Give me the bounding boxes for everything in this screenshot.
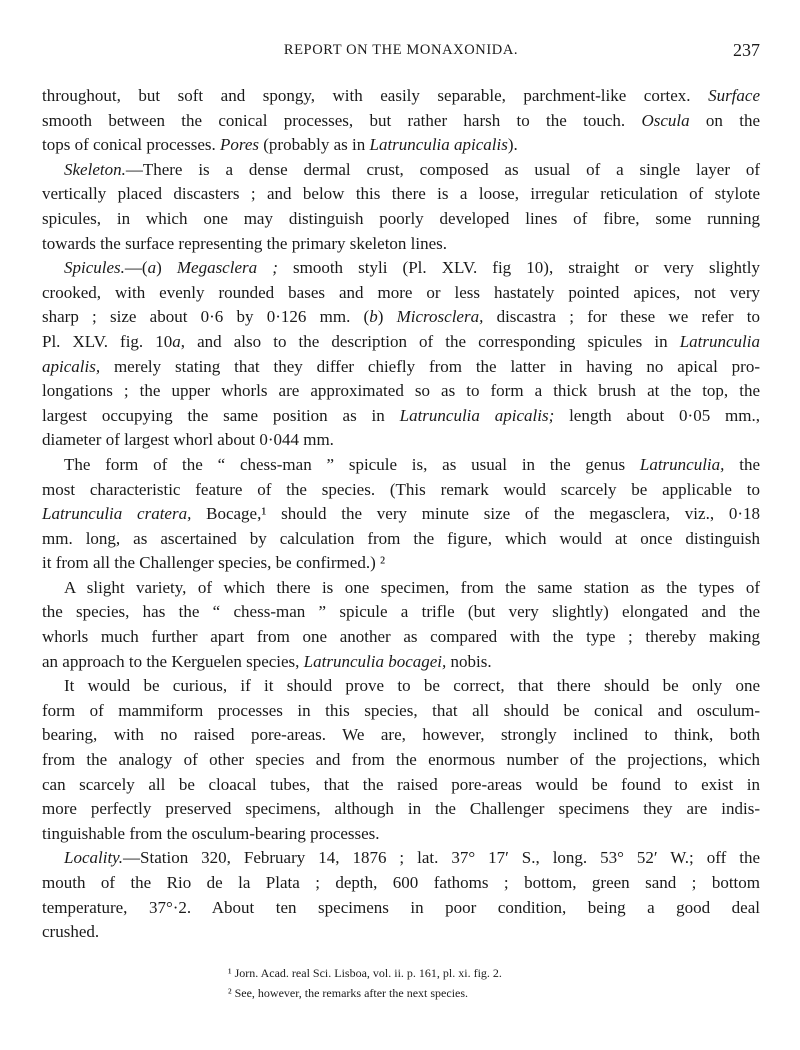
italic-text: apicalis, [42, 356, 101, 376]
text-line [42, 330, 760, 355]
italic-text: Latrunculia apicalis; [399, 405, 555, 425]
text-run: the species, has the “ chess-man ” spicule a trifle (but very slightly) elongated and the [42, 602, 760, 622]
italic-text: Latrunculia apicalis [369, 135, 508, 155]
text-run: ) [156, 258, 177, 278]
italic-text: a [172, 331, 181, 351]
text-run: from the analogy of other species and from the enormous number of the projections, which [42, 750, 760, 770]
text-run: , and also to the description of the corresponding spicules in [180, 331, 680, 351]
text-line [42, 674, 760, 699]
text-run: whorls much further apart from one another as compared with the type ; thereby making [42, 627, 760, 647]
text-line [42, 650, 760, 675]
text-run: temperature, 37°·2. About ten specimens in poor condition, being a good deal [42, 897, 760, 917]
text-line [42, 256, 760, 281]
italic-text: Latrunculia bocagei, [303, 651, 447, 671]
text-run: nobis. [446, 651, 492, 671]
text-run: merely stating that they differ chiefly from the latter in having no apical pro- [100, 356, 760, 376]
italic-text: Skeleton. [64, 159, 126, 179]
page-header [42, 40, 760, 64]
text-run: can scarcely all be cloacal tubes, that the raised pore-areas would be found to exist in [42, 774, 760, 794]
footnotes [228, 963, 502, 1003]
text-line [42, 84, 760, 109]
italic-text: Latrunculia [679, 331, 760, 351]
italic-text: Pores [219, 135, 260, 155]
text-run: on the [689, 110, 760, 130]
text-line [42, 502, 760, 527]
text-run: crushed. [42, 922, 100, 942]
italic-text: Spicules. [64, 258, 125, 278]
text-run: ). [507, 135, 518, 155]
running-title: REPORT ON THE MONAXONIDA. [283, 42, 519, 58]
text-run: (probably as in [259, 135, 370, 155]
text-line [42, 404, 760, 429]
text-run: most characteristic feature of the species. (This remark would scarcely be applicable to [42, 479, 760, 499]
italic-text: Microsclera, [396, 307, 484, 327]
text-run: tinguishable from the osculum-bearing processes. [42, 823, 380, 843]
text-line [42, 773, 760, 798]
text-run: an approach to the Kerguelen species, [42, 651, 304, 671]
italic-text: Latrunculia cratera, [42, 504, 192, 524]
text-line [42, 871, 760, 896]
text-run: mouth of the Rio de la Plata ; depth, 600 fathoms ; bottom, green sand ; bottom [42, 873, 760, 892]
text-run: crooked, with evenly rounded bases and more or less hastately pointed apices, not very [42, 282, 760, 302]
text-line [42, 281, 760, 306]
text-line [42, 305, 760, 330]
text-run: length about 0·05 mm., [554, 405, 760, 425]
text-run: smooth between the conical processes, but rather harsh to the touch. [42, 110, 642, 130]
text-run: diameter of largest whorl about 0·044 mm. [42, 430, 334, 450]
text-line [42, 133, 760, 158]
text-run: form of mammiform processes in this species, that all should be conical and osculum- [42, 700, 760, 720]
italic-text: Locality. [64, 848, 124, 868]
italic-text: a [147, 258, 157, 278]
text-run: it from all the Challenger species, be confirmed.) ² [42, 553, 386, 573]
text-run: —There is a dense dermal crust, composed as usual of a single layer of [125, 159, 760, 179]
page-number: 237 [733, 40, 760, 60]
text-line [42, 453, 760, 478]
text-run: throughout, but soft and spongy, with easily separable, parchment-like cortex. [42, 86, 709, 105]
text-run: —Station 320, February 14, 1876 ; lat. 37° 17′ S., long. 53° 52′ W.; off the [123, 848, 760, 868]
text-line [42, 158, 760, 183]
text-line [42, 822, 760, 847]
body-text [42, 84, 760, 945]
text-line [42, 379, 760, 404]
text-run: The form of the “ chess-man ” spicule is, as usual in the genus [64, 454, 640, 474]
italic-text: Surface [708, 86, 760, 105]
italic-text: b [369, 307, 378, 327]
text-run: Bocage,¹ should the very minute size of the megasclera, viz., 0·18 [191, 504, 760, 524]
text-run: —( [124, 258, 148, 278]
text-run: spicules, in which one may distinguish poorly developed lines of fibre, some running [42, 208, 760, 228]
text-line [42, 478, 760, 503]
footnote-2: ² See, however, the remarks after the next species. [228, 986, 469, 1000]
italic-text: Oscula [641, 110, 690, 130]
text-line [42, 551, 760, 576]
text-line [42, 920, 760, 945]
italic-text: Latrunculia, [639, 454, 725, 474]
text-run: ) [377, 307, 397, 327]
text-run: tops of conical processes. [42, 135, 220, 155]
text-run: sharp ; size about 0·6 by 0·126 mm. ( [42, 307, 370, 327]
text-run: longations ; the upper whorls are approximated so as to form a thick brush at the top, the [42, 381, 760, 401]
text-run: Pl. XLV. fig. 10 [42, 331, 173, 351]
text-line [42, 797, 760, 822]
text-line [42, 527, 760, 552]
text-line [42, 699, 760, 724]
text-run: more perfectly preserved specimens, although in the Challenger specimens they are indis- [42, 799, 760, 819]
text-line [42, 846, 760, 871]
text-line [42, 600, 760, 625]
text-run: smooth styli (Pl. XLV. fig 10), straight or very slightly [277, 258, 760, 278]
text-run: towards the surface representing the primary skeleton lines. [42, 233, 448, 253]
text-run: vertically placed discasters ; and below this there is a loose, irregular reticulation of stylote [42, 184, 760, 204]
text-run: discastra ; for these we refer to [483, 307, 760, 327]
text-run: A slight variety, of which there is one specimen, from the same station as the types of [64, 577, 760, 597]
text-run: largest occupying the same position as in [42, 405, 400, 425]
footnote-1: ¹ Jorn. Acad. real Sci. Lisboa, vol. ii. p. 161, pl. xi. fig. 2. [228, 966, 502, 980]
text-line [42, 896, 760, 921]
text-line [42, 723, 760, 748]
text-line [42, 428, 760, 453]
text-line [42, 355, 760, 380]
text-line [42, 207, 760, 232]
text-line [42, 182, 760, 207]
text-run: It would be curious, if it should prove to be correct, that there should be only one [64, 676, 760, 696]
text-line [42, 576, 760, 601]
text-run: mm. long, as ascertained by calculation from the figure, which would at once distinguish [42, 528, 760, 548]
text-line [42, 232, 760, 257]
italic-text: Megasclera ; [176, 258, 278, 278]
text-line [42, 748, 760, 773]
text-run: the [724, 454, 760, 474]
text-run: bearing, with no raised pore-areas. We are, however, strongly inclined to think, both [42, 725, 760, 745]
text-line [42, 625, 760, 650]
text-line [42, 109, 760, 134]
